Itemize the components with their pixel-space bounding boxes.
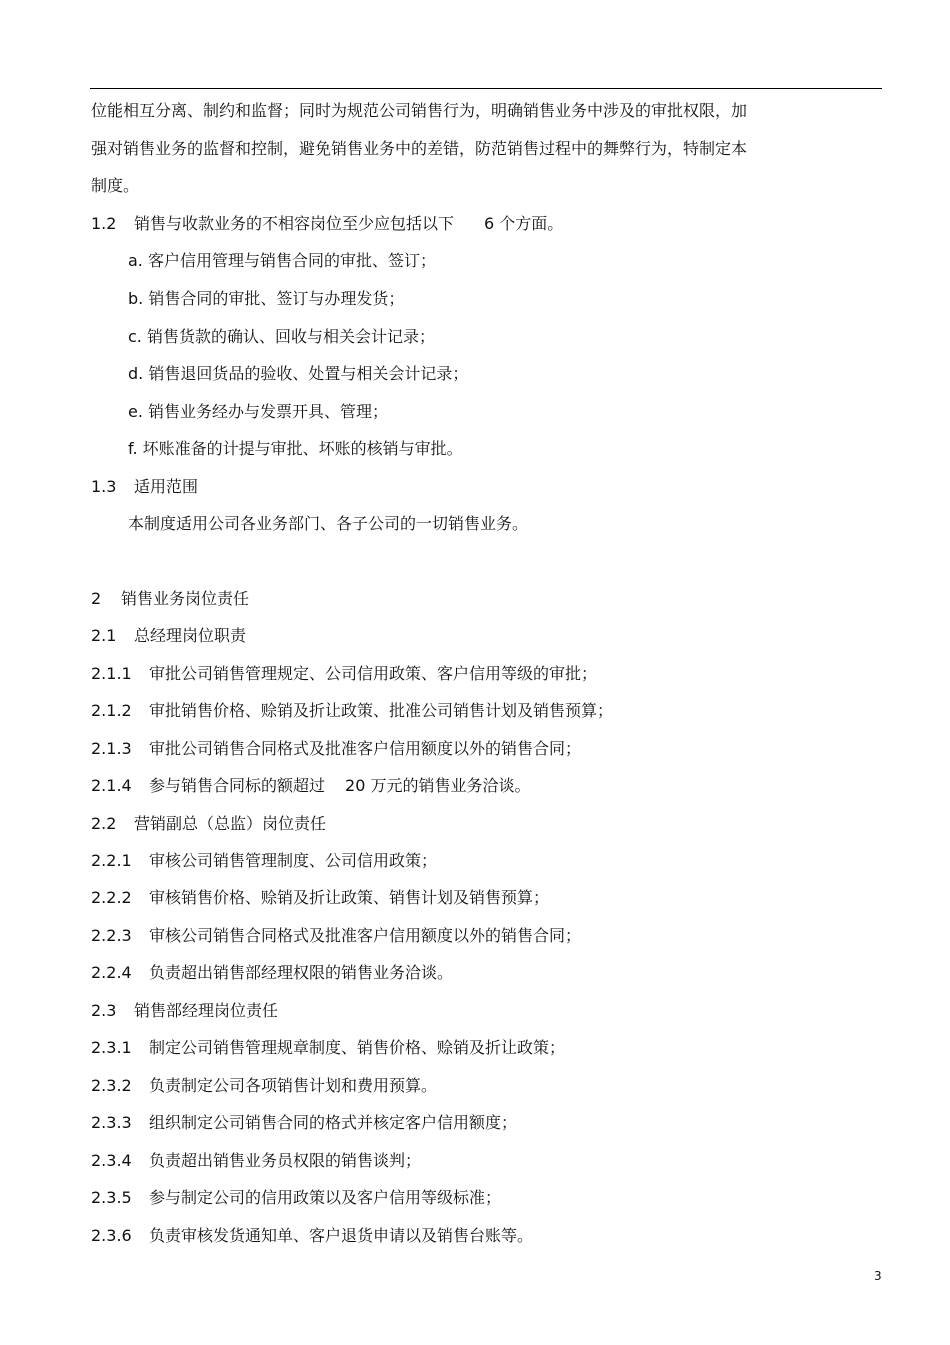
clause-2-3-4 <box>91 1151 421 1171</box>
clause-2-3-3 <box>91 1113 517 1133</box>
clause-text: 审核销售价格、赊销及折让政策、销售计划及销售预算； <box>149 888 550 907</box>
section-2-3-heading <box>91 1001 278 1021</box>
section-number: 1.2 <box>91 214 117 233</box>
clause-2-3-5 <box>91 1188 501 1208</box>
clause-text: 审批公司销售管理规定、公司信用政策、客户信用等级的审批； <box>149 664 598 683</box>
section-1-2-heading <box>91 214 563 234</box>
clause-2-2-1 <box>91 851 437 871</box>
list-item: c. 销售货款的确认、回收与相关会计记录； <box>128 327 435 346</box>
clause-number: 2.3.4 <box>91 1151 132 1170</box>
page-number: 3 <box>874 1269 882 1283</box>
section-number: 2 <box>91 589 102 608</box>
intro-line-3: 制度。 <box>91 176 140 195</box>
clause-2-1-1 <box>91 664 597 684</box>
clause-text: 制定公司销售管理规章制度、销售价格、赊销及折让政策； <box>149 1038 566 1057</box>
clause-2-3-1 <box>91 1038 565 1058</box>
clause-number: 2.3.6 <box>91 1226 132 1245</box>
section-2-2-heading <box>91 814 326 834</box>
clause-text: 负责制定公司各项销售计划和费用预算。 <box>149 1076 438 1095</box>
section-text: 销售与收款业务的不相容岗位至少应包括以下 <box>134 214 455 233</box>
list-item: a. 客户信用管理与销售合同的审批、签订； <box>128 251 436 270</box>
intro-line-2: 强对销售业务的监督和控制，避免销售业务中的差错，防范销售过程中的舞弊行为，特制定本 <box>91 139 748 158</box>
section-number: 2.3 <box>91 1001 117 1020</box>
clause-text: 审核公司销售合同格式及批准客户信用额度以外的销售合同； <box>149 926 582 945</box>
clause-number: 2.1.1 <box>91 664 132 683</box>
list-item: e. 销售业务经办与发票开具、管理； <box>128 402 389 421</box>
clause-text: 负责超出销售业务员权限的销售谈判； <box>149 1151 422 1170</box>
clause-number: 2.2.1 <box>91 851 132 870</box>
clause-number: 2.2.3 <box>91 926 132 945</box>
clause-2-3-6 <box>91 1226 533 1246</box>
clause-number: 2.3.1 <box>91 1038 132 1057</box>
section-1-3-body: 本制度适用公司各业务部门、各子公司的一切销售业务。 <box>128 514 529 533</box>
clause-2-3-2 <box>91 1076 437 1096</box>
clause-number: 2.3.5 <box>91 1188 132 1207</box>
clause-number: 2.1.3 <box>91 739 132 758</box>
clause-2-1-3 <box>91 739 581 759</box>
section-2-1-heading <box>91 626 246 646</box>
section-text-count: 6 个方面。 <box>484 214 564 233</box>
clause-number: 2.1.2 <box>91 701 132 720</box>
section-number: 2.2 <box>91 814 117 833</box>
section-text: 营销副总（总监）岗位责任 <box>134 814 327 833</box>
list-item: f. 坏账准备的计提与审批、坏账的核销与审批。 <box>128 439 463 458</box>
clause-2-2-4 <box>91 963 453 983</box>
clause-text: 组织制定公司销售合同的格式并核定客户信用额度； <box>149 1113 518 1132</box>
section-text: 销售部经理岗位责任 <box>134 1001 279 1020</box>
intro-line-1: 位能相互分离、制约和监督；同时为规范公司销售行为，明确销售业务中涉及的审批权限，加 <box>91 101 748 120</box>
clause-text: 负责审核发货通知单、客户退货申请以及销售台账等。 <box>149 1226 534 1245</box>
clause-2-1-2 <box>91 701 613 721</box>
clause-text-amount: 20 万元的销售业务洽谈。 <box>345 776 531 795</box>
clause-text: 参与销售合同标的额超过 <box>149 776 326 795</box>
section-text: 适用范围 <box>134 477 199 496</box>
clause-2-1-4 <box>91 776 530 796</box>
section-2-heading <box>91 589 249 609</box>
clause-2-2-2 <box>91 888 549 908</box>
section-number: 1.3 <box>91 477 117 496</box>
clause-text: 负责超出销售部经理权限的销售业务洽谈。 <box>149 963 454 982</box>
section-number: 2.1 <box>91 626 117 645</box>
clause-2-2-3 <box>91 926 581 946</box>
clause-number: 2.2.2 <box>91 888 132 907</box>
clause-text: 审批公司销售合同格式及批准客户信用额度以外的销售合同； <box>149 739 582 758</box>
clause-number: 2.1.4 <box>91 776 132 795</box>
list-item: d. 销售退回货品的验收、处置与相关会计记录； <box>128 364 469 383</box>
clause-text: 参与制定公司的信用政策以及客户信用等级标准； <box>149 1188 502 1207</box>
clause-number: 2.3.2 <box>91 1076 132 1095</box>
clause-text: 审批销售价格、赊销及折让政策、批准公司销售计划及销售预算； <box>149 701 614 720</box>
clause-text: 审核公司销售管理制度、公司信用政策； <box>149 851 438 870</box>
clause-number: 2.3.3 <box>91 1113 132 1132</box>
section-text: 销售业务岗位责任 <box>121 589 250 608</box>
clause-number: 2.2.4 <box>91 963 132 982</box>
section-text: 总经理岗位职责 <box>134 626 247 645</box>
list-item: b. 销售合同的审批、签订与办理发货； <box>128 289 405 308</box>
section-1-3-heading <box>91 477 198 497</box>
header-rule <box>90 88 882 89</box>
